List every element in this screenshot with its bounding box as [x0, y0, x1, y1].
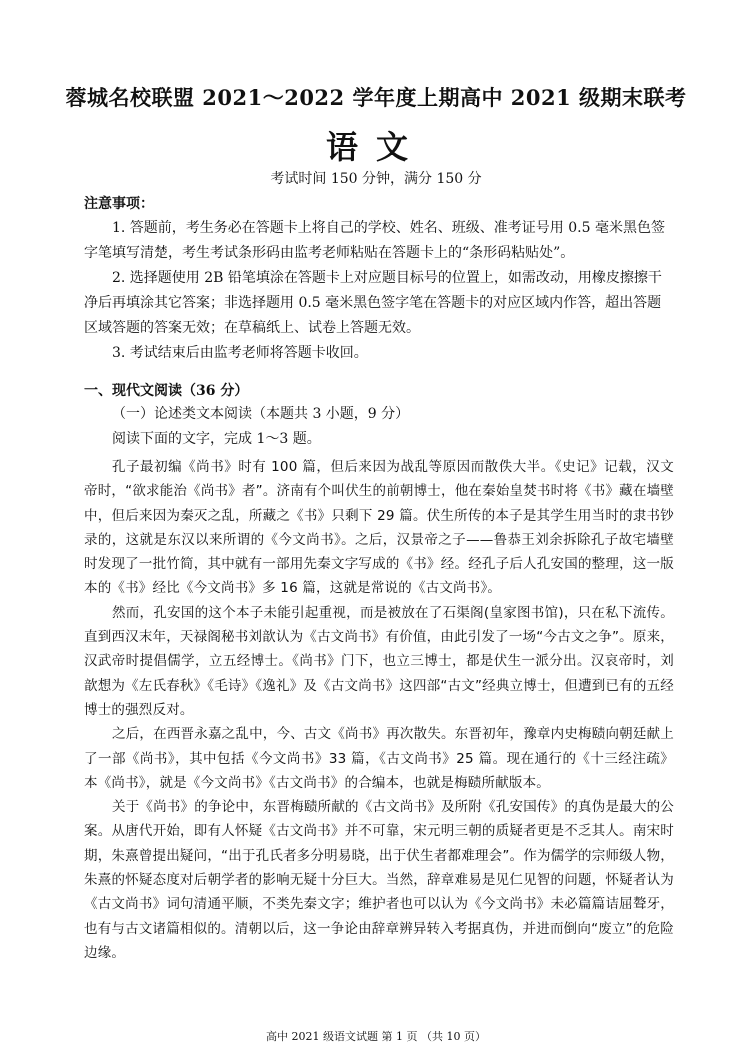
- notice-heading: 注意事项：: [84, 196, 154, 212]
- exam-info: 考试时间 150 分钟，满分 150 分: [270, 171, 482, 187]
- subsection-heading: （一）论述类文本阅读（本题共 3 小题，9 分）: [112, 406, 410, 422]
- notice-item: 2. 选择题使用 2B 铅笔填涂在答题卡上对应题目标号的位置上，如需改动，用橡皮擦擦干净后再填涂其它答案；非选择题用 0.5 毫米黑色签字笔在答题卡的对应区域内作答，超出答题区域答题的答案无效；在草稿纸上、试卷上答题无效。: [84, 270, 662, 336]
- page-footer: 高中 2021 级语文试题 第 1 页 （共 10 页）: [266, 1030, 486, 1043]
- section-heading: 一、现代文阅读（36 分）: [84, 383, 249, 399]
- passage-paragraph: 关于《尚书》的争论中，东晋梅赜所献的《古文尚书》及所附《孔安国传》的真伪是最大的公案。从唐代开始，即有人怀疑《古文尚书》并不可靠，宋元明三朝的质疑者更是不乏其人。南宋时期，朱熹曾提出疑问，“出于孔氏者多分明易晓，出于伏生者都难理会”。作为儒学的宗师级人物，朱熹的怀疑态度对后朝学者的影响无疑十分巨大。当然，辞章难易是见仁见智的问题，怀疑者认为《古文尚书》词句清通平顺，不类先秦文字；维护者也可以认为《今文尚书》未必篇篇诘屈聱牙，也有与古文诸篇相似的。清朝以后，这一争论由辞章辨异转入考据真伪，并进而倒向“废立”的危险边缘。: [84, 799, 674, 961]
- exam-title: 蓉城名校联盟 2021～2022 学年度上期高中 2021 级期末联考: [65, 85, 687, 110]
- notice-item: 3. 考试结束后由监考老师将答题卡收回。: [112, 345, 368, 361]
- notice-list: [84, 216, 674, 366]
- passage-paragraph: 孔子最初编《尚书》时有 100 篇，但后来因为战乱等原因而散佚大半。《史记》记载，汉文帝时，“欲求能治《尚书》者”。济南有个叫伏生的前朝博士，他在秦始皇焚书时将《书》藏在墙壁中，但后来因为秦灭之乱，所藏之《书》只剩下 29 篇。伏生所传的本子是其学生用当时的隶书钞录的，这就是东汉以来所谓的《今文尚书》。之后，汉景帝之子——鲁恭王刘余拆除孔子故宅墙壁时发现了一批竹简，其中就有一部用先秦文字写成的《书》经。经孔子后人孔安国的整理，这一版本的《书》经比《今文尚书》多 16 篇，这就是常说的《古文尚书》。: [84, 459, 674, 597]
- subject-title: 语文: [325, 128, 426, 166]
- passage-paragraph: 然而，孔安国的这个本子未能引起重视，而是被放在了石渠阁(皇家图书馆)，只在私下流传。直到西汉末年，天禄阁秘书刘歆认为《古文尚书》有价值，由此引发了一场“今古文之争”。原来，汉武帝时提倡儒学，立五经博士。《尚书》门下，也立三博士，都是伏生一派分出。汉哀帝时，刘歆想为《左氏春秋》《毛诗》《逸礼》及《古文尚书》这四部“古文”经典立博士，但遭到已有的五经博士的强烈反对。: [84, 604, 674, 718]
- reading-passage: [84, 455, 674, 965]
- reading-instruction: 阅读下面的文字，完成 1～3 题。: [112, 431, 321, 447]
- notice-item: 1. 答题前，考生务必在答题卡上将自己的学校、姓名、班级、准考证号用 0.5 毫米黑色签字笔填写清楚，考生考试条形码由监考老师粘贴在答题卡上的“条形码粘贴处”。: [84, 220, 665, 261]
- passage-paragraph: 之后，在西晋永嘉之乱中，今、古文《尚书》再次散失。东晋初年，豫章内史梅赜向朝廷献上了一部《尚书》，其中包括《今文尚书》33 篇，《古文尚书》25 篇。现在通行的《十三经注疏》本《尚书》，就是《今文尚书》《古文尚书》的合编本，也就是梅赜所献版本。: [84, 726, 674, 791]
